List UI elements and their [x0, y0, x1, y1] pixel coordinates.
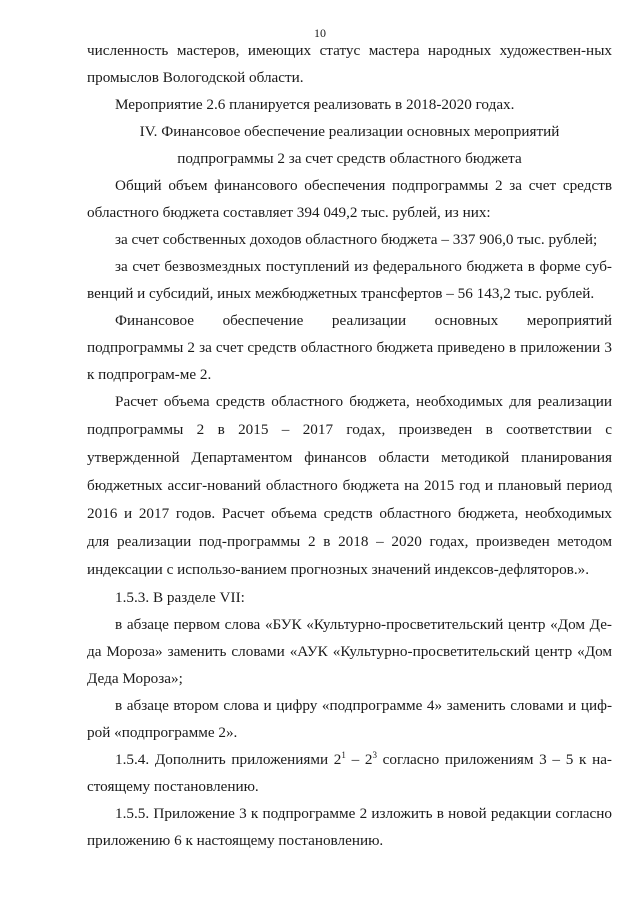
paragraph-own-revenues: за счет собственных доходов областного бюджета – 337 906,0 тыс. рублей; [115, 231, 598, 248]
paragraph-item-1-5-5: 1.5.5. Приложение 3 к подпрограмме 2 изложить в новой редакции согласно приложению 6 к настоящему постановлению. [87, 805, 612, 849]
section-heading-line-1: IV. Финансовое обеспечение реализации основных мероприятий [139, 123, 560, 140]
item-1-5-4-text-start: 1.5.4. Дополнить приложениями 2 [115, 751, 342, 768]
paragraph-federal-transfers: за счет безвозмездных поступлений из федерального бюджета в форме суб-венций и субсидий, иных межбюджетных трансфертов – 56 143,2 тыс. рублей. [87, 258, 612, 302]
paragraph-measure-2-6: Мероприятие 2.6 планируется реализовать в 2018-2020 годах. [115, 96, 515, 113]
superscript-one: 1 [341, 749, 346, 760]
item-1-5-4-text-end: согласно приложениям 3 – 5 к на-стоящему постановлению. [87, 751, 612, 795]
page-number: 10 [314, 26, 326, 40]
item-1-5-4-text-middle: – 2 [345, 751, 373, 768]
superscript-three: 3 [372, 749, 377, 760]
paragraph-item-1-5-3: 1.5.3. В разделе VII: [115, 589, 245, 606]
paragraph-second-abzac-change: в абзаце втором слова и цифру «подпрограмме 4» заменить словами и циф-рой «подпрограмме 2». [87, 697, 612, 741]
section-heading-line-2: подпрограммы 2 за счет средств областного бюджета [177, 150, 522, 167]
paragraph-appendix-reference: Финансовое обеспечение реализации основных мероприятий подпрограммы 2 за счет средств областного бюджета приведено в приложении 3 к подпрограм-ме 2. [87, 312, 612, 383]
paragraph-masters-count: численность мастеров, имеющих статус мастера народных художествен-ных промыслов Вологодской области. [87, 42, 612, 86]
paragraph-total-financing: Общий объем финансового обеспечения подпрограммы 2 за счет средств областного бюджета составляет 394 049,2 тыс. рублей, из них: [87, 177, 612, 221]
document-body [87, 37, 612, 854]
paragraph-budget-calculation: Расчет объема средств областного бюджета, необходимых для реализации подпрограммы 2 в 2015 – 2017 годах, произведен в соответствии с утвержденной Департаментом финансов области методикой планирования бюджетных ассиг-нований областного бюджета на 2015 год и плановый период 2016 и 2017 годов. Расчет объема средств областного бюджета, необходимых для реализации под-программы 2 в 2018 – 2020 годах, произведен методом индексации с использо-ванием прогнозных значений индексов-дефляторов.». [87, 393, 612, 578]
paragraph-first-abzac-change: в абзаце первом слова «БУК «Культурно-просветительский центр «Дом Де-да Мороза» заменить словами «АУК «Культурно-просветительский центр «Дом Деда Мороза»; [87, 616, 612, 687]
paragraph-item-1-5-4 [87, 746, 612, 800]
